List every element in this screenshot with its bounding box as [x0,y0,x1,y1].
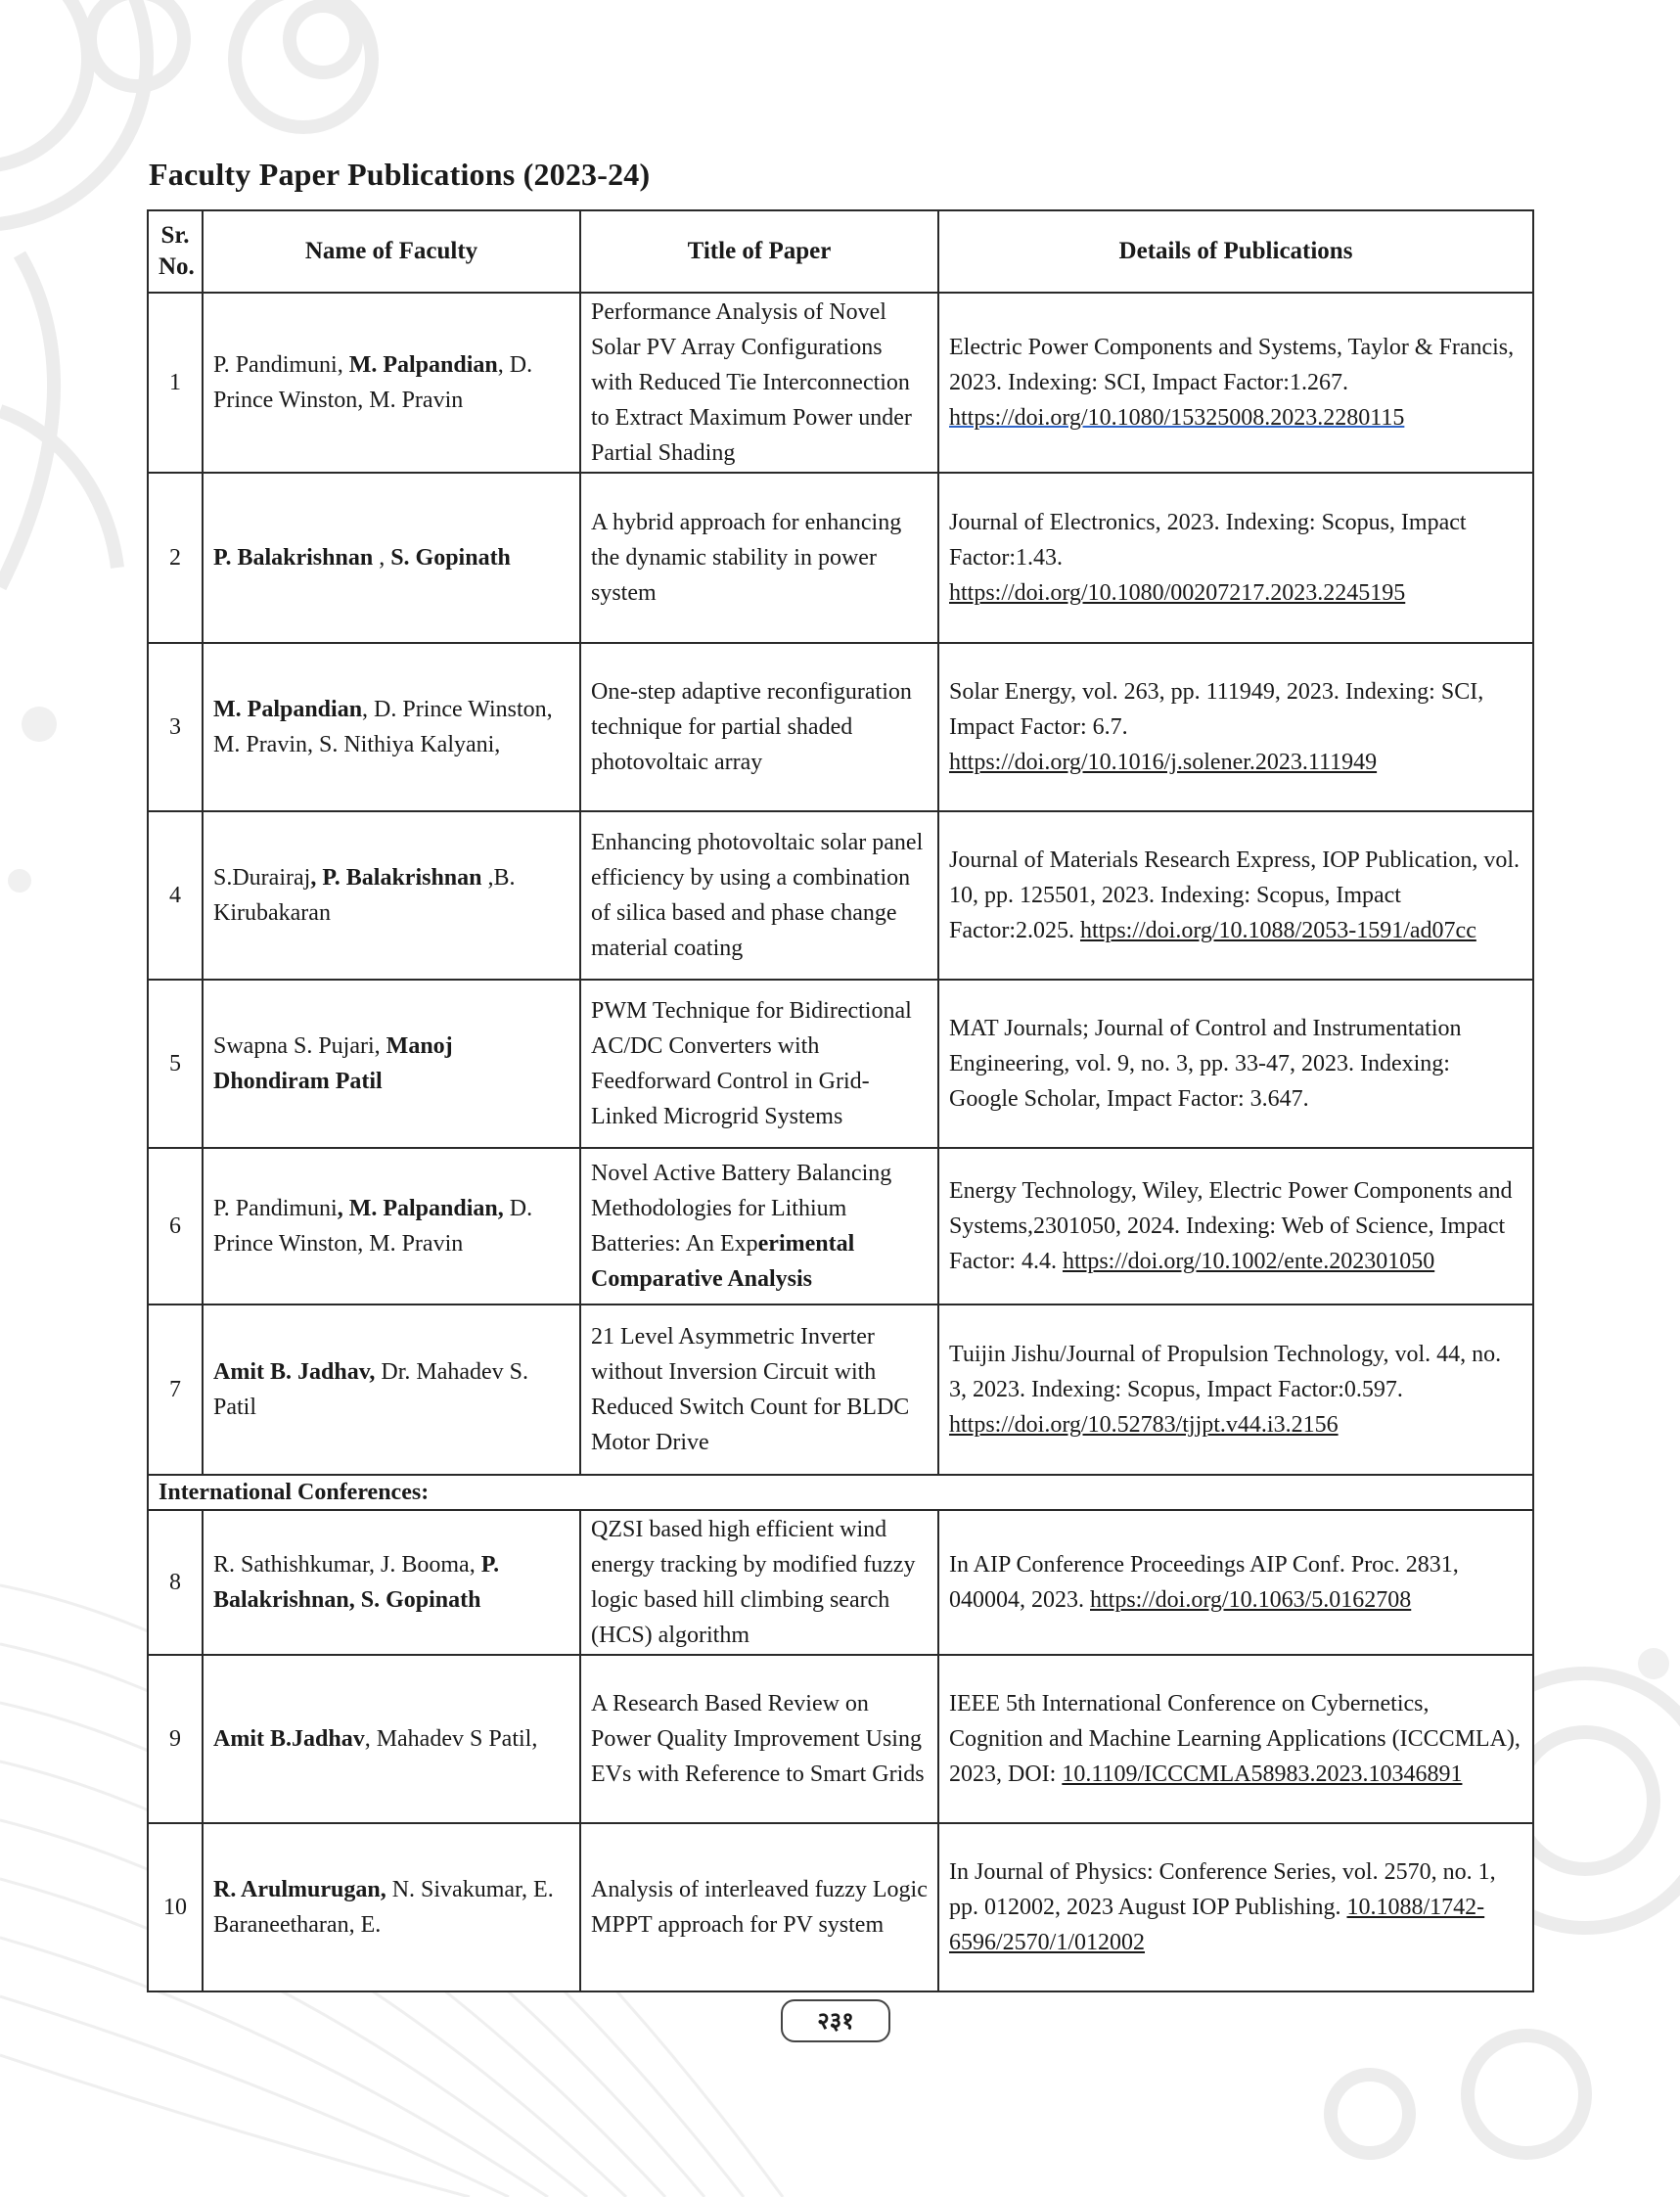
column-header-title: Title of Paper [580,210,938,293]
table-row [148,643,1533,811]
cell-title [580,811,938,980]
author-name: R. Sathishkumar, J. Booma, [213,1552,481,1578]
author-name: Amit B.Jadhav [213,1726,365,1752]
cell-details [938,811,1533,980]
page-number: २३१ [781,1999,890,2042]
author-name: P. Pandimuni, [213,352,349,378]
cell-faculty [203,473,580,643]
cell-details [938,1655,1533,1823]
cell-sr-no: 5 [148,980,203,1148]
title-text: One-step adaptive reconfiguration technique for partial shaded photovoltaic array [591,679,912,775]
doi-link[interactable]: https://doi.org/10.1016/j.solener.2023.111949 [949,750,1378,775]
cell-sr-no: 8 [148,1510,203,1655]
journal-rows [148,293,1533,1475]
cell-title [580,1148,938,1304]
details-text: Solar Energy, vol. 263, pp. 111949, 2023. Indexing: SCI, Impact Factor: 6.7. [949,679,1484,740]
title-text: Enhancing photovoltaic solar panel efficiency by using a combination of silica based and phase change material coating [591,830,924,961]
title-text: QZSI based high efficient wind energy tracking by modified fuzzy logic based hill climbing search (HCS) algorithm [591,1517,916,1648]
author-name: S.Durairaj [213,865,311,891]
cell-title [580,643,938,811]
cell-title [580,980,938,1148]
title-text: PWM Technique for Bidirectional AC/DC Converters with Feedforward Control in Grid-Linked Microgrid Systems [591,998,912,1129]
cell-details [938,1148,1533,1304]
title-text: Analysis of interleaved fuzzy Logic MPPT approach for PV system [591,1877,928,1938]
author-name: P. Balakrishnan, S. Gopinath [213,1552,506,1613]
details-text: IEEE 5th International Conference on Cybernetics, Cognition and Machine Learning Applications (ICCCMLA), 2023, DOI: [949,1691,1521,1787]
cell-faculty [203,811,580,980]
title-text: A hybrid approach for enhancing the dynamic stability in power system [591,510,902,606]
cell-title [580,1510,938,1655]
cell-faculty [203,1823,580,1991]
cell-title [580,293,938,473]
doi-link[interactable]: https://doi.org/10.1080/15325008.2023.2280115 [949,405,1405,431]
cell-sr-no: 4 [148,811,203,980]
doi-link[interactable]: 10.1088/1742-6596/2570/1/012002 [949,1895,1485,1955]
cell-details [938,643,1533,811]
cell-title [580,1823,938,1991]
section-label: International Conferences: [148,1475,1533,1510]
details-text: Journal of Electronics, 2023. Indexing: Scopus, Impact Factor:1.43. [949,510,1467,571]
cell-faculty [203,643,580,811]
column-header-details: Details of Publications [938,210,1533,293]
author-name: Dr. Mahadev S. Patil [213,1359,535,1420]
author-name: , M. Palpandian, [337,1196,504,1221]
section-row [148,1475,1533,1510]
author-name: ,B. Kirubakaran [213,865,522,926]
details-text: Journal of Materials Research Express, IOP Publication, vol. 10, pp. 125501, 2023. Indexing: Scopus, Impact Factor:2.025. [949,847,1520,943]
author-name: , D. Prince Winston, M. Pravin, S. Nithiya Kalyani, [213,697,559,757]
cell-sr-no: 6 [148,1148,203,1304]
cell-faculty [203,1510,580,1655]
cell-sr-no: 9 [148,1655,203,1823]
author-name: , D. Prince Winston, M. Pravin [213,352,539,413]
doi-link[interactable]: https://doi.org/10.1088/2053-1591/ad07cc [1079,918,1476,943]
doi-link[interactable]: https://doi.org/10.1080/00207217.2023.2245195 [949,580,1406,606]
author-name: M. Palpandian [213,697,363,722]
publications-table [147,209,1534,1992]
table-row [148,1304,1533,1475]
cell-faculty [203,293,580,473]
cell-faculty [203,1148,580,1304]
details-text: Electric Power Components and Systems, Taylor & Francis, 2023. Indexing: SCI, Impact Factor:1.267. [949,335,1515,395]
title-text: Performance Analysis of Novel Solar PV Array Configurations with Reduced Tie Interconnection to Extract Maximum Power under Partial Shading [591,299,912,466]
author-name: , Mahadev S Patil, [364,1726,538,1752]
author-name: P. Balakrishnan [213,545,374,571]
cell-faculty [203,1655,580,1823]
cell-title [580,473,938,643]
table-header-row [148,210,1533,293]
title-text: Novel Active Battery Balancing Methodologies for Lithium Batteries: An Exp [591,1161,892,1257]
details-text: MAT Journals; Journal of Control and Instrumentation Engineering, vol. 9, no. 3, pp. 33-47, 2023. Indexing: Google Scholar, Impact Factor: 3.647. [949,1016,1462,1112]
table-row [148,1510,1533,1655]
details-text: In AIP Conference Proceedings AIP Conf. Proc. 2831, 040004, 2023. [949,1552,1459,1613]
cell-details [938,1823,1533,1991]
table-row [148,1655,1533,1823]
title-text: A Research Based Review on Power Quality Improvement Using EVs with Reference to Smart Grids [591,1691,925,1787]
details-text: Tuijin Jishu/Journal of Propulsion Technology, vol. 44, no. 3, 2023. Indexing: Scopus, Impact Factor:0.597. [949,1342,1502,1402]
author-name: N. Sivakumar, E. Baraneetharan, E. [213,1877,560,1938]
table-row [148,1823,1533,1991]
cell-title [580,1655,938,1823]
table-row [148,473,1533,643]
author-name: P. Pandimuni [213,1196,338,1221]
title-text: 21 Level Asymmetric Inverter without Inversion Circuit with Reduced Switch Count for BLDC Motor Drive [591,1324,910,1455]
table-row [148,293,1533,473]
cell-details [938,980,1533,1148]
column-header-faculty: Name of Faculty [203,210,580,293]
cell-title [580,1304,938,1475]
details-text: In Journal of Physics: Conference Series, vol. 2570, no. 1, pp. 012002, 2023 August IOP Publishing. [949,1859,1496,1920]
author-name: R. Arulmurugan, [213,1877,386,1902]
author-name: Swapna S. Pujari, [213,1033,386,1059]
cell-details [938,293,1533,473]
doi-link[interactable]: https://doi.org/10.52783/tjjpt.v44.i3.2156 [949,1412,1339,1438]
table-row [148,811,1533,980]
table-row [148,980,1533,1148]
author-name: Manoj Dhondiram Patil [213,1033,459,1094]
author-name: S. Gopinath [390,545,511,571]
cell-faculty [203,1304,580,1475]
author-name: Amit B. Jadhav, [213,1359,376,1385]
cell-sr-no: 7 [148,1304,203,1475]
page-title: Faculty Paper Publications (2023-24) [149,157,651,192]
author-name: , [373,545,391,571]
table-row [148,1148,1533,1304]
cell-details [938,1304,1533,1475]
doi-link[interactable]: https://doi.org/10.1063/5.0162708 [1090,1587,1412,1613]
cell-details [938,1510,1533,1655]
author-name: D. Prince Winston, M. Pravin [213,1196,539,1257]
conference-rows [148,1510,1533,1991]
title-text: erimental Comparative Analysis [591,1231,855,1292]
cell-details [938,473,1533,643]
details-text: Energy Technology, Wiley, Electric Power Components and Systems,2301050, 2024. Indexing: Web of Science, Impact Factor: 4.4. [949,1178,1513,1274]
column-header-sr: Sr. No. [148,210,203,293]
author-name: M. Palpandian [348,352,498,378]
cell-sr-no: 2 [148,473,203,643]
author-name: , P. Balakrishnan [310,865,482,891]
cell-sr-no: 1 [148,293,203,473]
doi-link[interactable]: https://doi.org/10.1002/ente.202301050 [1062,1249,1435,1274]
cell-sr-no: 10 [148,1823,203,1991]
cell-sr-no: 3 [148,643,203,811]
cell-faculty [203,980,580,1148]
doi-link[interactable]: 10.1109/ICCCMLA58983.2023.10346891 [1062,1762,1463,1787]
